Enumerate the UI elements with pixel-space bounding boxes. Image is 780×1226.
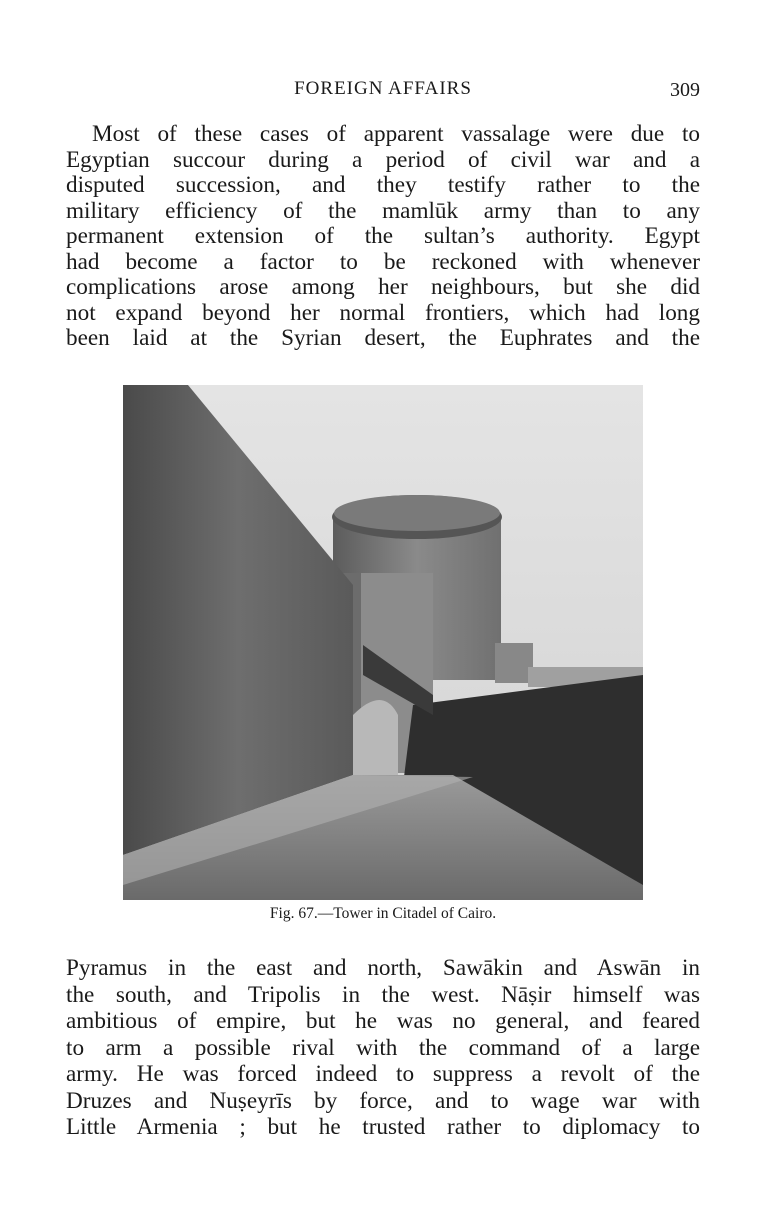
text-line: had become a factor to be reckoned with whenever (66, 248, 700, 275)
text-line: army. He was forced indeed to suppress a revolt of the (66, 1061, 700, 1087)
figure-photo-tower-citadel (123, 385, 643, 900)
page-number: 309 (670, 79, 700, 101)
text-line: military efficiency of the mamlūk army than to any (66, 197, 700, 224)
text-line: been laid at the Syrian desert, the Euphrates and the (66, 325, 700, 351)
text-line: Druzes and Nuṣeyrīs by force, and to wage war with (66, 1087, 700, 1114)
text-line: ambitious of empire, but he was no general, and feared (66, 1008, 700, 1034)
running-header (66, 78, 700, 104)
text-line: complications arose among her neighbours, but she did (66, 274, 700, 300)
text-line: not expand beyond her normal frontiers, which had long (66, 299, 700, 326)
running-title: FOREIGN AFFAIRS (294, 78, 472, 99)
paragraph-1 (66, 122, 700, 352)
text-line: Egyptian succour during a period of civil war and a (66, 146, 700, 173)
text-line: to arm a possible rival with the command of a large (66, 1034, 700, 1061)
text-line: Little Armenia ; but he trusted rather to diplomacy to (66, 1114, 700, 1140)
text-line: disputed succession, and they testify rather to the (66, 172, 700, 198)
figure-caption: Fig. 67.—Tower in Citadel of Cairo. (269, 905, 497, 922)
text-line: Pyramus in the east and north, Sawākin and Aswān in (66, 955, 700, 981)
paragraph-2 (66, 955, 700, 1141)
text-line: the south, and Tripolis in the west. Nāṣir himself was (66, 981, 700, 1008)
text-line: permanent extension of the sultan’s authority. Egypt (66, 223, 700, 249)
text-line: Most of these cases of apparent vassalage were due to (92, 121, 700, 147)
